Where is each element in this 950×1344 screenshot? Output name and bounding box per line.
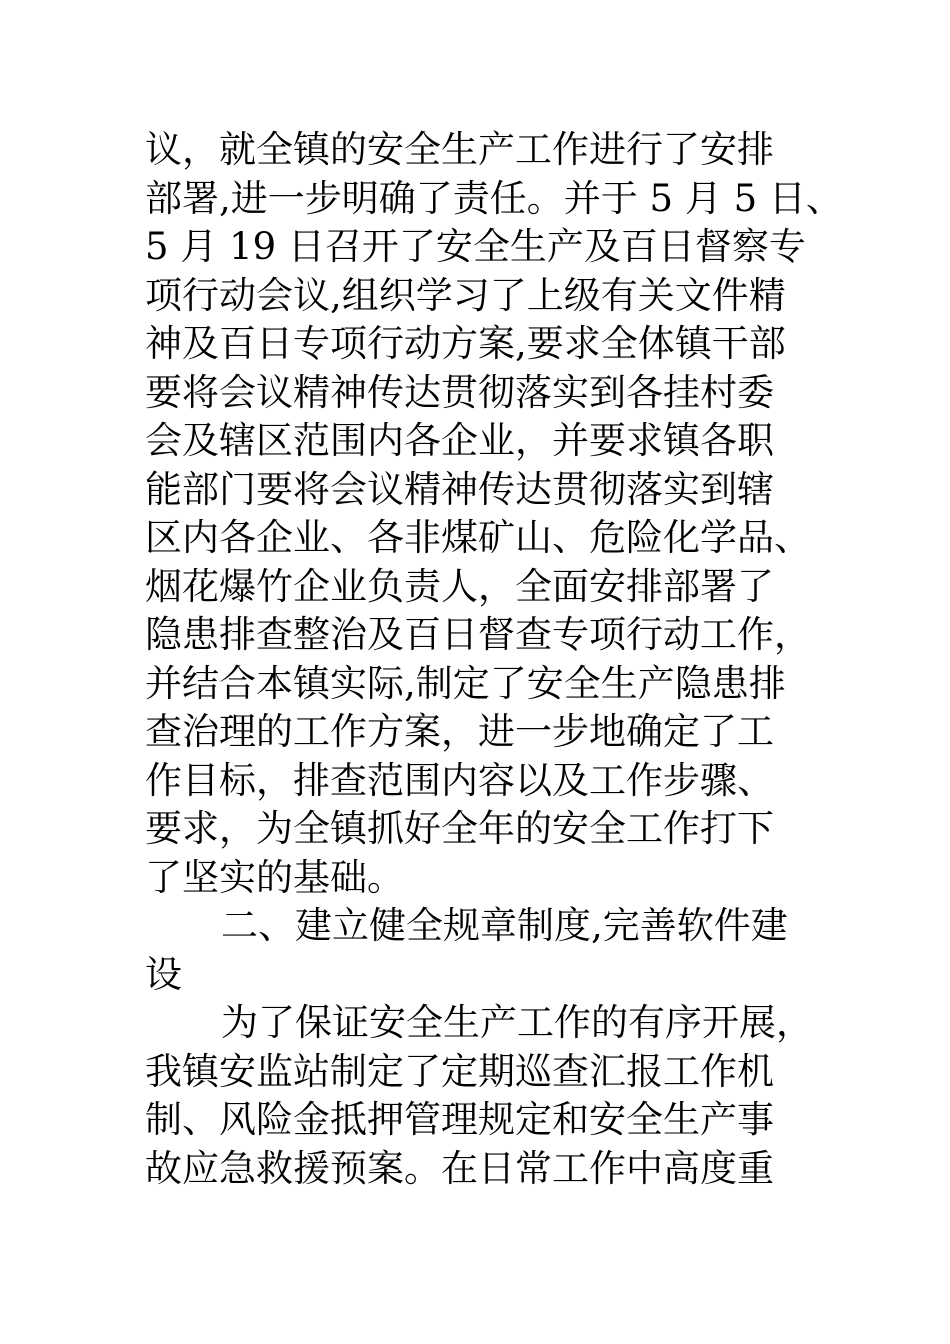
text-line: 会及辖区范围内各企业，并要求镇各职 [145, 419, 774, 462]
text-line: 设 [145, 952, 182, 996]
text-line: 项行动会议,组织学习了上级有关文件精 [145, 273, 786, 317]
body-text [145, 126, 845, 1193]
text-line: 议，就全镇的安全生产工作进行了安排 [145, 128, 774, 171]
text-line: 了坚实的基础。 [145, 855, 404, 899]
text-line: 并结合本镇实际,制定了安全生产隐患排 [145, 661, 786, 705]
text-line: 区内各企业、各非煤矿山、危险化学品、 [145, 516, 811, 559]
text-line: 能部门要将会议精神传达贯彻落实到辖 [145, 467, 774, 511]
text-line: 部署,进一步明确了责任。并于 5 月 5 日、 [145, 176, 843, 220]
text-line: 神及百日专项行动方案,要求全体镇干部 [145, 322, 786, 365]
text-line: 故应急救援预案。在日常工作中高度重 [145, 1146, 774, 1190]
text-line: 为了保证安全生产工作的有序开展， [221, 1001, 813, 1044]
text-line: 要将会议精神传达贯彻落实到各挂村委 [145, 370, 774, 414]
text-line: 5 月 19 日召开了安全生产及百日督察专 [145, 225, 806, 268]
text-line: 隐患排查整治及百日督查专项行动工作， [145, 613, 811, 656]
text-line: 要求，为全镇抓好全年的安全工作打下 [145, 807, 774, 850]
text-line: 我镇安监站制定了定期巡查汇报工作机 [145, 1049, 774, 1093]
text-line: 烟花爆竹企业负责人，全面安排部署了 [145, 564, 774, 608]
text-line: 查治理的工作方案，进一步地确定了工 [145, 710, 774, 753]
text-line: 二、建立健全规章制度,完善软件建 [221, 904, 788, 947]
text-line: 制、风险金抵押管理规定和安全生产事 [145, 1098, 774, 1141]
text-line: 作目标，排查范围内容以及工作步骤、 [145, 758, 774, 802]
